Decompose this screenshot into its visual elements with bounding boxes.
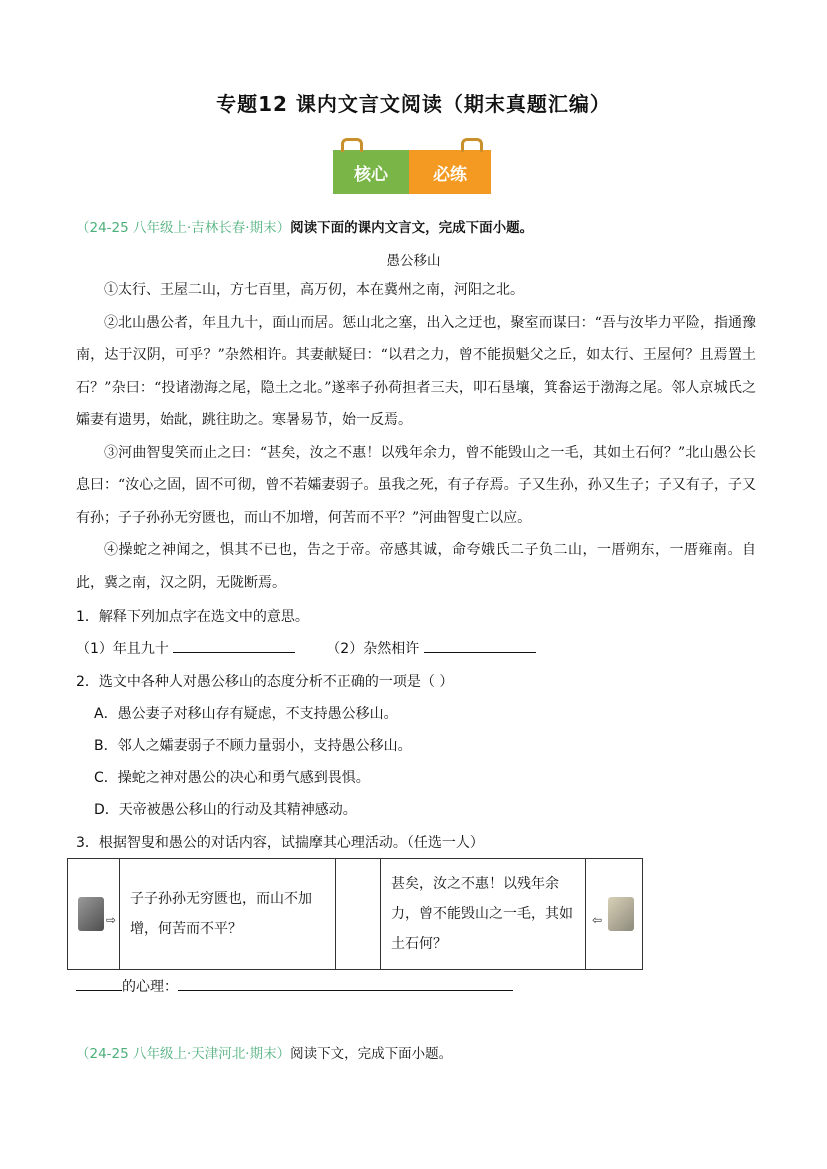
- paragraph-2: ②北山愚公者，年且九十，面山而居。惩山北之塞，出入之迂也，聚室而谋曰：“吾与汝毕力平险，指通豫南，达于汉阴，可乎？”杂然相许。其妻献疑曰：“以君之力，曾不能损魁父之丘，如太行、王屋何？且焉置土石？”杂曰：“投诸渤海之尾，隐土之北。”遂率子孙荷担者三夫，叩石垦壤，箕畚运于渤海之尾。邻人京城氏之孀妻有遗男，始龀，跳往助之。寒暑易节，始一反焉。: [76, 314, 756, 428]
- arrow-right-icon: ⇨: [106, 913, 117, 927]
- left-figure-cell: [68, 859, 120, 970]
- clip-icon: [461, 138, 483, 152]
- clip-icon: [341, 138, 363, 152]
- badge-right: [409, 150, 491, 194]
- mind-answer-blank[interactable]: [178, 989, 513, 991]
- middle-blank-cell[interactable]: [336, 859, 381, 970]
- core-practice-badge: [333, 150, 491, 194]
- section2-header: [76, 1042, 452, 1062]
- badge-left: [333, 150, 409, 194]
- source-tag-2: （24-25 八年级上·天津河北·期末）: [76, 1046, 291, 1062]
- mind-label: 的心理：: [122, 979, 178, 995]
- question-1-stem: 1．解释下列加点字在选文中的意思。: [76, 609, 309, 625]
- arrow-left-icon: ⇦: [592, 913, 603, 927]
- q2-option-b[interactable]: B．邻人之孀妻弱子不顾力量弱小，支持愚公移山。: [94, 738, 412, 754]
- mind-answer-line: [76, 976, 513, 996]
- section1-header: [76, 216, 533, 236]
- passage-body: [76, 274, 756, 599]
- right-figure-cell: [586, 859, 643, 970]
- zhisou-figure-icon: [608, 897, 634, 931]
- right-quote-cell: 甚矣，汝之不惠！以残年余力，曾不能毁山之一毛，其如土石何？: [381, 859, 586, 970]
- paragraph-1: ①太行、王屋二山，方七百里，高万仞，本在冀州之南，河阳之北。: [104, 282, 524, 298]
- question-2-stem: 2．选文中各种人对愚公移山的态度分析不正确的一项是（ ）: [76, 674, 454, 690]
- q2-option-c[interactable]: C．操蛇之神对愚公的决心和勇气感到畏惧。: [94, 770, 370, 786]
- instruction: 阅读下面的课内文言文，完成下面小题。: [290, 220, 534, 236]
- badge-right-label: 必练: [433, 164, 467, 185]
- source-tag: （24-25 八年级上·吉林长春·期末）: [76, 220, 291, 236]
- paragraph-4: ④操蛇之神闻之，惧其不已也，告之于帝。帝感其诚，命夸娥氏二子负二山，一厝朔东，一厝雍南。自此，冀之南，汉之阴，无陇断焉。: [76, 542, 756, 591]
- q1-answer-blank-b[interactable]: [424, 651, 536, 653]
- paragraph-3: ③河曲智叟笑而止之曰：“甚矣，汝之不惠！以残年余力，曾不能毁山之一毛，其如土石何？”北山愚公长息曰：“汝心之固，固不可彻，曾不若孀妻弱子。虽我之死，有子存焉。子又生孙，孙又生子；子又有子，子又有孙；子子孙孙无穷匮也，而山不加增，何苦而不平？”河曲智叟亡以应。: [76, 444, 756, 526]
- dialogue-table: [67, 858, 643, 970]
- question-1-items: [76, 638, 536, 658]
- yugong-figure-icon: [78, 897, 104, 931]
- instruction-2: 阅读下文，完成下面小题。: [290, 1046, 453, 1062]
- q1-answer-blank-a[interactable]: [173, 651, 295, 653]
- q1-item-b-label: （2）杂然相许: [326, 641, 420, 657]
- page-title: 专题12 课内文言文阅读（期末真题汇编）: [216, 92, 611, 116]
- passage-title: 愚公移山: [386, 253, 441, 269]
- question-3-stem: 3．根据智叟和愚公的对话内容，试揣摩其心理活动。（任选一人）: [76, 835, 484, 851]
- q2-option-a[interactable]: A．愚公妻子对移山存有疑虑，不支持愚公移山。: [94, 706, 398, 722]
- q2-option-d[interactable]: D．天帝被愚公移山的行动及其精神感动。: [94, 802, 357, 818]
- badge-left-label: 核心: [354, 164, 388, 185]
- q1-item-a-label: （1）年且九十: [76, 641, 169, 657]
- character-name-blank[interactable]: [76, 989, 122, 991]
- left-quote-cell: 子子孙孙无穷匮也，而山不加增，何苦而不平？: [120, 859, 336, 970]
